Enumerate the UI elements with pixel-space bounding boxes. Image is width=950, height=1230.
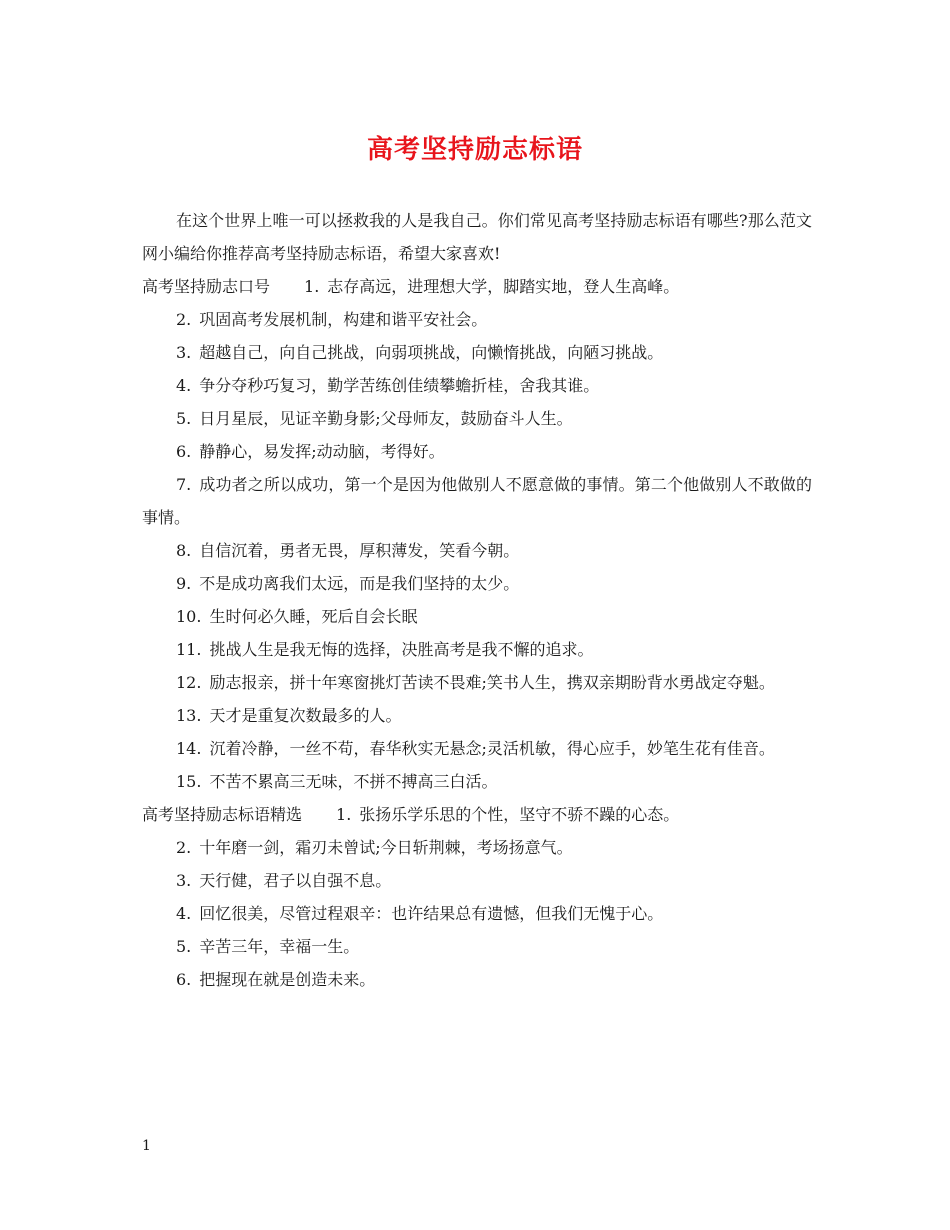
item-number: 3.: [176, 871, 192, 890]
item-number: 14.: [176, 739, 202, 758]
list-item: [142, 369, 812, 402]
item-text: 日月星辰，见证辛勤身影;父母师友，鼓励奋斗人生。: [199, 409, 573, 428]
list-item: [142, 963, 812, 996]
item-text: 把握现在就是创造未来。: [199, 970, 376, 989]
item-number: 12.: [176, 673, 202, 692]
item-text: 回忆很美，尽管过程艰辛：也许结果总有遗憾，但我们无愧于心。: [199, 904, 664, 923]
list-item: [142, 930, 812, 963]
item-number: 5.: [176, 409, 192, 428]
item-number: 8.: [176, 541, 192, 560]
list-item: [142, 666, 812, 699]
section2-first-line: [142, 798, 812, 831]
item-text: 生时何必久睡，死后自会长眠: [209, 607, 418, 626]
list-item: [142, 534, 812, 567]
item-text: 不苦不累高三无味，不拼不搏高三白活。: [209, 772, 498, 791]
item-text: 励志报亲，拼十年寒窗挑灯苦读不畏难;笑书人生，携双亲期盼背水勇战定夺魁。: [209, 673, 775, 692]
list-item: [142, 600, 812, 633]
item-number: 1.: [336, 805, 352, 824]
list-item: [142, 336, 812, 369]
item-text: 志存高远，进理想大学，脚踏实地，登人生高峰。: [327, 277, 680, 296]
item-text: 十年磨一剑，霜刃未曾试;今日斩荆棘，考场扬意气。: [199, 838, 573, 857]
item-number: 2.: [176, 310, 192, 329]
item-number: 13.: [176, 706, 202, 725]
list-item: [142, 468, 812, 534]
item-text: 巩固高考发展机制，构建和谐平安社会。: [199, 310, 488, 329]
list-item: [142, 864, 812, 897]
item-number: 5.: [176, 937, 192, 956]
item-number: 4.: [176, 376, 192, 395]
list-item: [142, 435, 812, 468]
item-number: 15.: [176, 772, 202, 791]
item-text: 天行健，君子以自强不息。: [199, 871, 392, 890]
document-body: [142, 204, 812, 996]
list-item: [142, 303, 812, 336]
item-text: 成功者之所以成功，第一个是因为他做别人不愿意做的事情。第二个他做别人不敢做的事情。: [142, 475, 812, 527]
list-item: [142, 732, 812, 765]
item-number: 6.: [176, 970, 192, 989]
section1-first-line: [142, 270, 812, 303]
item-number: 3.: [176, 343, 192, 362]
intro-paragraph: 在这个世界上唯一可以拯救我的人是我自己。你们常见高考坚持励志标语有哪些?那么范文网小编给你推荐高考坚持励志标语，希望大家喜欢!: [142, 211, 812, 263]
list-item: [142, 633, 812, 666]
item-number: 10.: [176, 607, 202, 626]
item-text: 挑战人生是我无悔的选择，决胜高考是我不懈的追求。: [209, 640, 594, 659]
list-item: [142, 831, 812, 864]
item-number: 7.: [176, 475, 192, 494]
item-text: 超越自己，向自己挑战，向弱项挑战，向懒惰挑战，向陋习挑战。: [199, 343, 664, 362]
section2-label: 高考坚持励志标语精选: [142, 805, 303, 824]
document-title: 高考坚持励志标语: [366, 135, 583, 165]
item-number: 2.: [176, 838, 192, 857]
item-number: 6.: [176, 442, 192, 461]
page-number: 1: [142, 1138, 151, 1154]
item-number: 1.: [304, 277, 320, 296]
list-item: [142, 567, 812, 600]
list-item: [142, 402, 812, 435]
item-number: 4.: [176, 904, 192, 923]
item-text: 天才是重复次数最多的人。: [209, 706, 402, 725]
item-text: 张扬乐学乐思的个性，坚守不骄不躁的心态。: [359, 805, 680, 824]
item-text: 自信沉着，勇者无畏，厚积薄发，笑看今朝。: [199, 541, 520, 560]
item-text: 争分夺秒巧复习，勤学苦练创佳绩攀蟾折桂，舍我其谁。: [199, 376, 600, 395]
item-number: 11.: [176, 640, 202, 659]
item-text: 静静心，易发挥;动动脑，考得好。: [199, 442, 445, 461]
list-item: [142, 699, 812, 732]
list-item: [142, 897, 812, 930]
item-text: 不是成功离我们太远，而是我们坚持的太少。: [199, 574, 520, 593]
section1-label: 高考坚持励志口号: [142, 277, 271, 296]
item-text: 辛苦三年，幸福一生。: [199, 937, 360, 956]
item-text: 沉着冷静，一丝不苟，春华秋实无悬念;灵活机敏，得心应手，妙笔生花有佳音。: [209, 739, 775, 758]
list-item: [142, 765, 812, 798]
item-number: 9.: [176, 574, 192, 593]
